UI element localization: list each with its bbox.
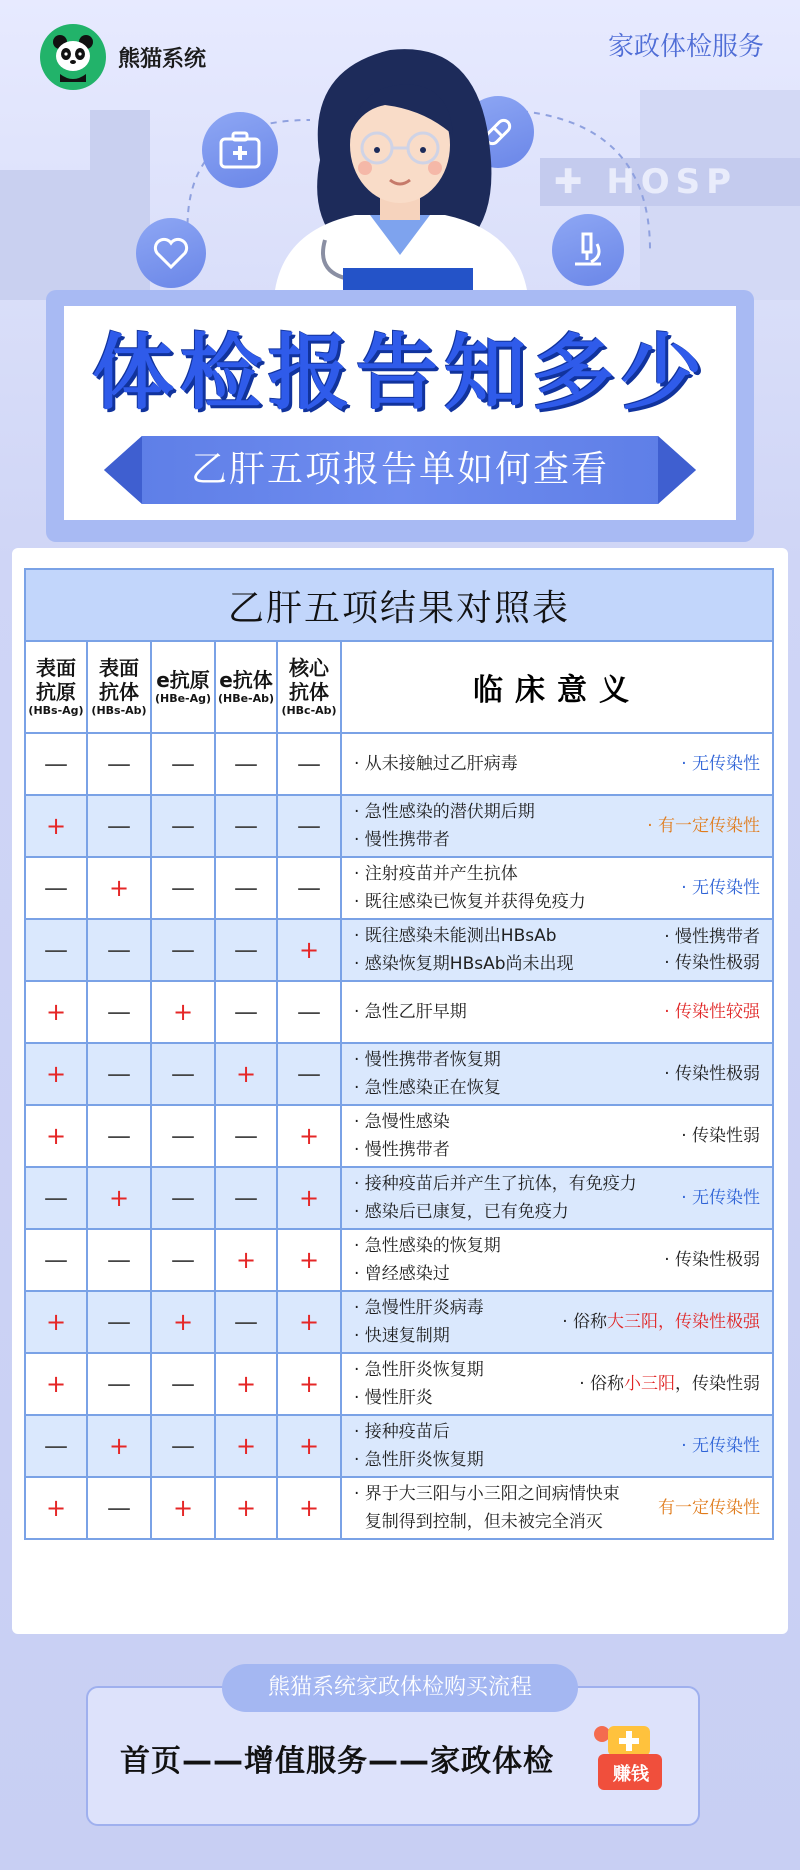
table-title: 乙肝五项结果对照表 bbox=[25, 569, 773, 641]
contagion-note-segment: · 无传染性 bbox=[681, 878, 761, 898]
clinical-meaning-cell bbox=[341, 1477, 773, 1539]
meaning-lines bbox=[354, 750, 518, 778]
negative-mark: — bbox=[215, 1105, 277, 1167]
meaning-line: 复制得到控制，但未被完全消灭 bbox=[354, 1512, 603, 1532]
meaning-line: · 急性感染的潜伏期后期 bbox=[354, 802, 535, 822]
marker-header-line1: 表面 bbox=[36, 656, 76, 680]
positive-mark: + bbox=[215, 1229, 277, 1291]
negative-mark: — bbox=[25, 1415, 87, 1477]
contagion-note-line bbox=[664, 1247, 760, 1273]
purchase-path: 首页——增值服务——家政体检 bbox=[120, 1744, 554, 1779]
table-row bbox=[25, 1291, 773, 1353]
negative-mark: — bbox=[277, 795, 341, 857]
meaning-line: · 接种疫苗后并产生了抗体，有免疫力 bbox=[354, 1174, 637, 1194]
contagion-note-segment: · 无传染性 bbox=[681, 1188, 761, 1208]
positive-mark: + bbox=[25, 795, 87, 857]
meaning-header: 临床意义 bbox=[341, 641, 773, 733]
clinical-meaning-cell bbox=[341, 1167, 773, 1229]
marker-header-line1: 表面 bbox=[99, 656, 139, 680]
heart-icon bbox=[136, 218, 206, 288]
positive-mark: + bbox=[277, 1105, 341, 1167]
contagion-note-segment: · 传染性弱 bbox=[681, 1126, 761, 1146]
banner-title: 体检报告知多少 bbox=[91, 326, 708, 421]
contagion-note bbox=[681, 1433, 760, 1459]
meaning-line: · 感染后已康复，已有免疫力 bbox=[354, 1202, 569, 1222]
contagion-note-line bbox=[681, 1123, 760, 1149]
meaning-lines bbox=[354, 1232, 501, 1288]
table-row bbox=[25, 857, 773, 919]
meaning-line: · 既往感染已恢复并获得免疫力 bbox=[354, 892, 586, 912]
positive-mark: + bbox=[215, 1415, 277, 1477]
negative-mark: — bbox=[215, 857, 277, 919]
meaning-lines bbox=[354, 998, 467, 1026]
positive-mark: + bbox=[277, 1229, 341, 1291]
meaning-lines bbox=[354, 1046, 501, 1102]
meaning-line: · 急慢性肝炎病毒 bbox=[354, 1298, 484, 1318]
positive-mark: + bbox=[277, 1477, 341, 1539]
service-title: 家政体检服务 bbox=[607, 32, 764, 62]
meaning-line: · 急性乙肝早期 bbox=[354, 1002, 467, 1022]
positive-mark: + bbox=[87, 1167, 151, 1229]
table-row bbox=[25, 795, 773, 857]
clinical-meaning-cell bbox=[341, 857, 773, 919]
marker-header-line2: 抗体 bbox=[289, 680, 329, 704]
brand-name: 熊猫系统 bbox=[118, 46, 207, 72]
contagion-note-segment: · 俗称 bbox=[562, 1312, 608, 1332]
contagion-note bbox=[664, 924, 760, 976]
meaning-lines bbox=[354, 1480, 620, 1536]
contagion-note-segment: 大三阳，传染性极强 bbox=[607, 1312, 761, 1332]
negative-mark: — bbox=[87, 1229, 151, 1291]
contagion-note bbox=[681, 875, 760, 901]
positive-mark: + bbox=[151, 981, 215, 1043]
clinical-meaning-cell bbox=[341, 1291, 773, 1353]
meaning-line: · 慢性携带者 bbox=[354, 1140, 450, 1160]
negative-mark: — bbox=[151, 1105, 215, 1167]
meaning-line: · 慢性携带者恢复期 bbox=[354, 1050, 501, 1070]
table-row bbox=[25, 1415, 773, 1477]
clinical-meaning-cell bbox=[341, 981, 773, 1043]
negative-mark: — bbox=[277, 733, 341, 795]
building-shape bbox=[0, 170, 90, 300]
microscope-icon bbox=[552, 214, 624, 286]
negative-mark: — bbox=[277, 1043, 341, 1105]
negative-mark: — bbox=[151, 1043, 215, 1105]
hospital-sign: ✚ HOSP bbox=[540, 158, 800, 206]
meaning-lines bbox=[354, 860, 586, 916]
clinical-meaning-cell bbox=[341, 1415, 773, 1477]
positive-mark: + bbox=[277, 1415, 341, 1477]
contagion-note-line bbox=[681, 1433, 760, 1459]
positive-mark: + bbox=[151, 1291, 215, 1353]
marker-header-line2: 抗原 bbox=[36, 680, 76, 704]
meaning-line: · 感染恢复期HBsAb尚未出现 bbox=[354, 954, 574, 974]
meaning-line: · 急性感染正在恢复 bbox=[354, 1078, 501, 1098]
earn-badge-label[interactable]: 赚钱 bbox=[613, 1764, 649, 1785]
contagion-note-segment: · 有一定传染性 bbox=[647, 816, 761, 836]
table-row bbox=[25, 1353, 773, 1415]
marker-header bbox=[151, 641, 215, 733]
table-row bbox=[25, 1167, 773, 1229]
negative-mark: — bbox=[87, 1477, 151, 1539]
contagion-note-segment: · 无传染性 bbox=[681, 1436, 761, 1456]
positive-mark: + bbox=[87, 1415, 151, 1477]
negative-mark: — bbox=[151, 1353, 215, 1415]
positive-mark: + bbox=[277, 1291, 341, 1353]
negative-mark: — bbox=[151, 795, 215, 857]
table-row bbox=[25, 1105, 773, 1167]
purchase-flow-title: 熊猫系统家政体检购买流程 bbox=[222, 1664, 578, 1712]
contagion-note-segment: 小三阳 bbox=[624, 1374, 676, 1394]
contagion-note-segment: · 传染性极弱 bbox=[664, 1064, 761, 1084]
negative-mark: — bbox=[87, 1105, 151, 1167]
meaning-line: · 注射疫苗并产生抗体 bbox=[354, 864, 518, 884]
result-table bbox=[24, 568, 772, 1618]
negative-mark: — bbox=[215, 733, 277, 795]
negative-mark: — bbox=[25, 1167, 87, 1229]
marker-header-line1: 核心 bbox=[289, 656, 329, 680]
positive-mark: + bbox=[25, 981, 87, 1043]
contagion-note-segment: · 传染性极弱 bbox=[664, 953, 761, 973]
meaning-line: · 急性感染的恢复期 bbox=[354, 1236, 501, 1256]
meaning-lines bbox=[354, 798, 535, 854]
contagion-note-line bbox=[664, 999, 760, 1025]
negative-mark: — bbox=[215, 795, 277, 857]
negative-mark: — bbox=[215, 1291, 277, 1353]
contagion-note-line bbox=[658, 1495, 760, 1521]
negative-mark: — bbox=[151, 919, 215, 981]
negative-mark: — bbox=[151, 733, 215, 795]
positive-mark: + bbox=[25, 1353, 87, 1415]
marker-header-line1: e抗原 bbox=[156, 668, 210, 692]
contagion-note-line bbox=[681, 1185, 760, 1211]
table-row bbox=[25, 1477, 773, 1539]
negative-mark: — bbox=[25, 1229, 87, 1291]
contagion-note-segment: · 传染性较强 bbox=[664, 1002, 761, 1022]
contagion-note-segment: ，传染性弱 bbox=[675, 1374, 761, 1394]
marker-header-line1: e抗体 bbox=[219, 668, 273, 692]
negative-mark: — bbox=[215, 981, 277, 1043]
positive-mark: + bbox=[25, 1043, 87, 1105]
clinical-meaning-cell bbox=[341, 1105, 773, 1167]
contagion-note bbox=[681, 1123, 760, 1149]
positive-mark: + bbox=[25, 1477, 87, 1539]
contagion-note-line bbox=[664, 1061, 760, 1087]
negative-mark: — bbox=[25, 733, 87, 795]
clinical-meaning-cell bbox=[341, 733, 773, 795]
marker-header-abbr: (HBs-Ab) bbox=[91, 704, 147, 717]
contagion-note-line bbox=[681, 751, 760, 777]
meaning-line: · 急性肝炎恢复期 bbox=[354, 1450, 484, 1470]
table-header-row bbox=[25, 641, 773, 733]
contagion-note-line bbox=[579, 1371, 760, 1397]
meaning-line: · 慢性肝炎 bbox=[354, 1388, 433, 1408]
positive-mark: + bbox=[151, 1477, 215, 1539]
table-row bbox=[25, 1229, 773, 1291]
contagion-note-segment: · 无传染性 bbox=[681, 754, 761, 774]
clinical-meaning-cell bbox=[341, 1043, 773, 1105]
contagion-note-segment: 有一定传染性 bbox=[658, 1498, 761, 1518]
clinical-meaning-cell bbox=[341, 919, 773, 981]
contagion-note-segment: · 传染性极弱 bbox=[664, 1250, 761, 1270]
meaning-line: · 界于大三阳与小三阳之间病情快束 bbox=[354, 1484, 620, 1504]
marker-header-abbr: (HBs-Ag) bbox=[28, 704, 84, 717]
positive-mark: + bbox=[277, 919, 341, 981]
meaning-line: · 慢性携带者 bbox=[354, 830, 450, 850]
negative-mark: — bbox=[87, 795, 151, 857]
panda-icon bbox=[40, 24, 106, 90]
negative-mark: — bbox=[151, 857, 215, 919]
contagion-note bbox=[647, 813, 760, 839]
meaning-line: · 既往感染未能测出HBsAb bbox=[354, 926, 557, 946]
clinical-meaning-cell bbox=[341, 1229, 773, 1291]
table-row bbox=[25, 919, 773, 981]
marker-header-abbr: (HBe-Ag) bbox=[154, 692, 212, 705]
positive-mark: + bbox=[25, 1105, 87, 1167]
contagion-note bbox=[664, 999, 760, 1025]
negative-mark: — bbox=[87, 919, 151, 981]
positive-mark: + bbox=[25, 1291, 87, 1353]
meaning-lines bbox=[354, 1356, 484, 1412]
contagion-note-segment: · 俗称 bbox=[579, 1374, 625, 1394]
meaning-lines bbox=[354, 922, 574, 978]
positive-mark: + bbox=[87, 857, 151, 919]
contagion-note bbox=[681, 1185, 760, 1211]
contagion-note-line bbox=[647, 813, 760, 839]
marker-header bbox=[25, 641, 87, 733]
doctor-illustration bbox=[265, 40, 535, 290]
table-row bbox=[25, 981, 773, 1043]
table-row bbox=[25, 1043, 773, 1105]
contagion-note bbox=[664, 1247, 760, 1273]
hospital-sign-text: HOSP bbox=[606, 162, 738, 202]
contagion-note bbox=[658, 1495, 760, 1521]
negative-mark: — bbox=[151, 1167, 215, 1229]
meaning-lines bbox=[354, 1294, 484, 1350]
meaning-line: · 接种疫苗后 bbox=[354, 1422, 450, 1442]
meaning-line: · 曾经感染过 bbox=[354, 1264, 450, 1284]
contagion-note-line bbox=[562, 1309, 760, 1335]
table-body bbox=[25, 733, 773, 1539]
contagion-note-line bbox=[664, 924, 760, 950]
marker-header-abbr: (HBe-Ab) bbox=[217, 692, 275, 705]
positive-mark: + bbox=[215, 1353, 277, 1415]
marker-header bbox=[215, 641, 277, 733]
clinical-meaning-cell bbox=[341, 795, 773, 857]
contagion-note-line bbox=[681, 875, 760, 901]
table-row bbox=[25, 733, 773, 795]
negative-mark: — bbox=[87, 981, 151, 1043]
positive-mark: + bbox=[215, 1477, 277, 1539]
negative-mark: — bbox=[87, 1353, 151, 1415]
negative-mark: — bbox=[87, 1291, 151, 1353]
positive-mark: + bbox=[277, 1167, 341, 1229]
negative-mark: — bbox=[277, 981, 341, 1043]
negative-mark: — bbox=[25, 919, 87, 981]
meaning-line: · 急性肝炎恢复期 bbox=[354, 1360, 484, 1380]
meaning-line: · 急慢性感染 bbox=[354, 1112, 450, 1132]
contagion-note bbox=[681, 751, 760, 777]
marker-header-line2: 抗体 bbox=[99, 680, 139, 704]
meaning-lines bbox=[354, 1108, 450, 1164]
contagion-note bbox=[579, 1371, 760, 1397]
meaning-line: · 从未接触过乙肝病毒 bbox=[354, 754, 518, 774]
negative-mark: — bbox=[25, 857, 87, 919]
meaning-lines bbox=[354, 1418, 484, 1474]
positive-mark: + bbox=[215, 1043, 277, 1105]
marker-header bbox=[277, 641, 341, 733]
negative-mark: — bbox=[215, 919, 277, 981]
negative-mark: — bbox=[215, 1167, 277, 1229]
marker-header bbox=[87, 641, 151, 733]
contagion-note bbox=[664, 1061, 760, 1087]
contagion-note-segment: · 慢性携带者 bbox=[664, 927, 761, 947]
marker-header-abbr: (HBc-Ab) bbox=[281, 704, 337, 717]
meaning-line: · 快速复制期 bbox=[354, 1326, 450, 1346]
negative-mark: — bbox=[151, 1229, 215, 1291]
clinical-meaning-cell bbox=[341, 1353, 773, 1415]
negative-mark: — bbox=[87, 1043, 151, 1105]
positive-mark: + bbox=[277, 1353, 341, 1415]
contagion-note bbox=[562, 1309, 760, 1335]
banner-subtitle: 乙肝五项报告单如何查看 bbox=[190, 449, 609, 490]
negative-mark: — bbox=[277, 857, 341, 919]
negative-mark: — bbox=[151, 1415, 215, 1477]
meaning-lines bbox=[354, 1170, 637, 1226]
contagion-note-line bbox=[664, 950, 760, 976]
negative-mark: — bbox=[87, 733, 151, 795]
